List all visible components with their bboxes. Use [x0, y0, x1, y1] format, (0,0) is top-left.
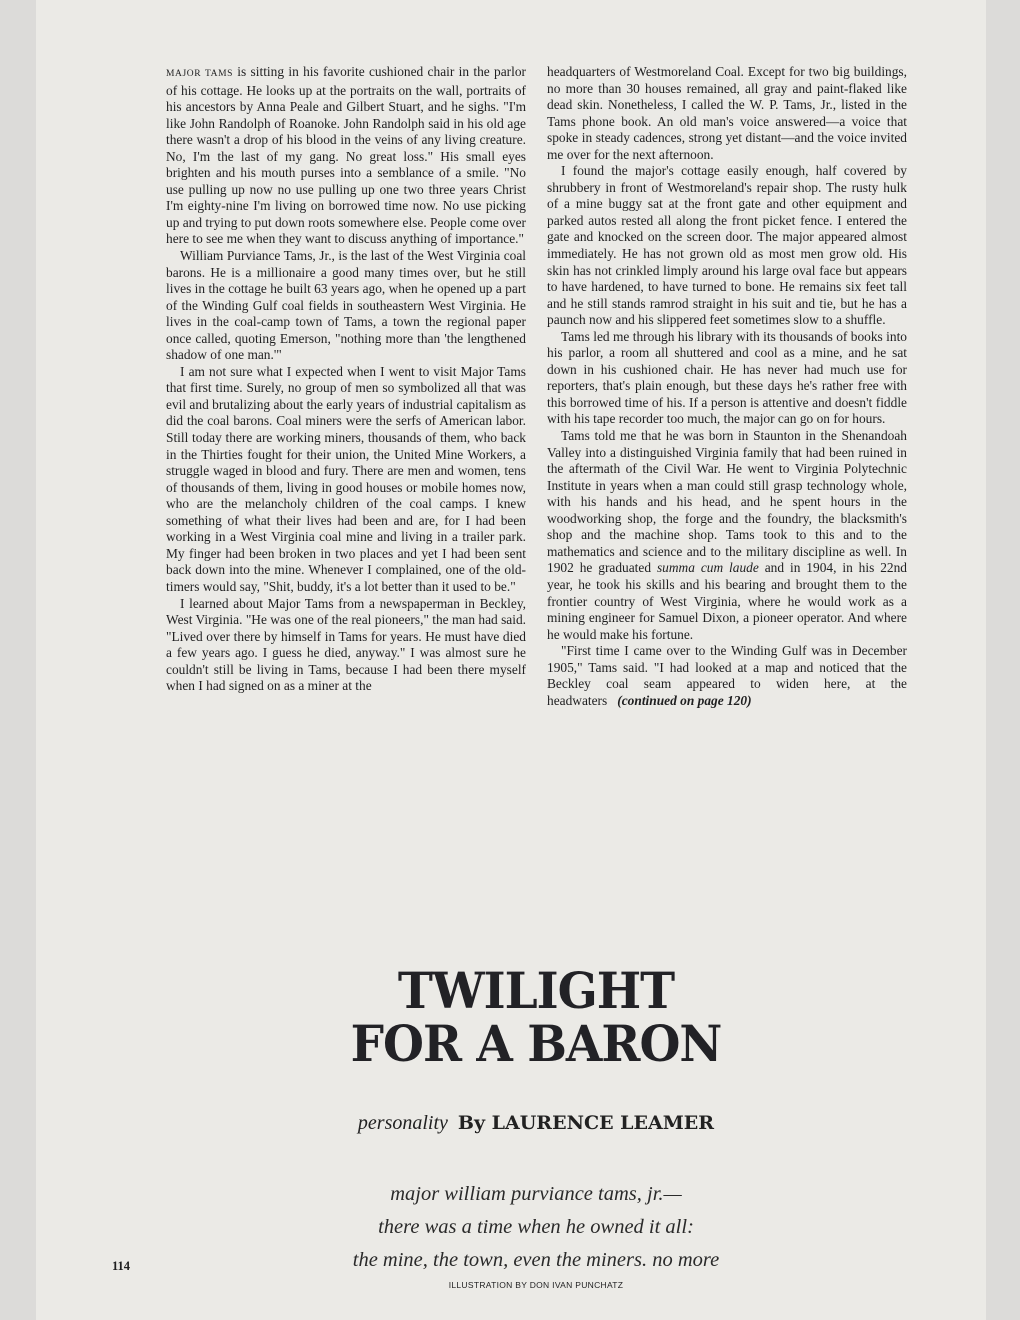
department-label: personality [357, 1112, 448, 1134]
continuation-note: (continued on page 120) [617, 692, 752, 708]
headline [0, 962, 1020, 1074]
illustration-credit: ILLUSTRATION BY DON IVAN PUNCHATZ [448, 1280, 624, 1290]
paragraph: headquarters of Westmoreland Coal. Except for two big buildings, no more than 30 houses remained, all gray and paint-flaked like dead skin. Nonetheless, I called the W. P. Tams, Jr., listed in the Tams phone book. An old man's voice answered—a voice that spoke in steady cadences, strong yet distant—and the voice invited me over for the next afternoon. [547, 64, 907, 162]
article-column-right [547, 64, 907, 709]
deck-line-3: the mine, the town, even the miners. no more [352, 1249, 720, 1271]
page-number: 114 [112, 1259, 131, 1273]
headline-line-2: FOR A BARON [350, 1015, 722, 1074]
paragraph [166, 64, 526, 248]
paragraph [547, 643, 907, 709]
paragraph-text: "First time I came over to the Winding Gulf was in December 1905," Tams said. "I had looked at a map and noticed that the Beckley coal seam appeared to widen here, at the headwaters [547, 643, 907, 708]
deck-line-1: major william purviance tams, jr.— [390, 1183, 682, 1205]
deck [0, 1178, 1020, 1277]
deck-line-2: there was a time when he owned it all: [378, 1216, 694, 1238]
paragraph-text: is sitting in his favorite cushioned chair in the parlor of his cottage. He looks up at the portraits on the wall, portraits of his ancestors by Anna Peale and Gilbert Stuart, and he sighs. "I'm like John Randolph of Roanoke. John Randolph said in his old age there wasn't a drop of his blood in the veins of any living creature. No, I'm the last of my gang. No great loss." His small eyes brighten and his mouth purses into a semblance of a smile. "No use pulling up now no use pulling up one two three years Christ I'm eighty-nine I'm living on borrowed time now. No use picking up and trying to put down roots somewhere else. People come over here to see me when they want to discuss anything of importance." [166, 64, 526, 247]
paragraph-text: and in 1904, in his 22nd year, he took his skills and his bearing and brought them to the frontier country of West Virginia, where he would work as a mining engineer for Samuel Dixon, a pioneer operator. And where he would make his fortune. [547, 560, 908, 642]
paragraph: I found the major's cottage easily enough, half covered by shrubbery in front of Westmoreland's repair shop. The rusty hulk of a mine buggy sat at the front gate and other equipment and parked autos rested all along the front picket fence. I entered the gate and knocked on the screen door. The major appeared almost immediately. He has not grown old as most men grow old. His skin has not crinkled limply around his large oval face but appears to have hardened, to have turned to bone. He remains six feet tall and he still stands ramrod straight in his suit and tie, but he has a paunch now and his slippered feet sometimes slow to a shuffle. [547, 163, 907, 328]
latin-phrase: summa cum laude [656, 560, 759, 576]
paragraph: William Purviance Tams, Jr., is the last of the West Virginia coal barons. He is a millionaire a good many times over, but he still lives in the cottage he built 63 years ago, when he opened up a part of the Winding Gulf coal fields in southeastern West Virginia. He lives in the coal-camp town of Tams, a town the regional paper once called, quoting Emerson, "nothing more than 'the lengthened shadow of one man.'" [166, 248, 526, 363]
paragraph: I am not sure what I expected when I went to visit Major Tams that first time. Surely, no group of men so symbolized all that was evil and brutalizing about the early years of industrial capitalism as did the coal barons. Coal miners were the serfs of American labor. Still today there are working miners, thousands of them, who back in the Thirties fought for their union, the United Mine Workers, a struggle waged in blood and fury. There are men and women, tens of thousands of them, living in good houses or mobile homes now, who are the melancholy children of the coal camps. I knew something of what their lives had been and are, for I had been working in a West Virginia coal mine and living in a trailer park. My finger had been broken in two places and yet I had been sent back down into the mine. Whenever I complained, one of the old-timers would say, "Shit, buddy, it's a lot better than it used to be." [166, 363, 526, 594]
lead-in: MAJOR TAMS [166, 69, 233, 79]
author-name: By LAURENCE LEAMER [457, 1112, 715, 1134]
article-column-left [166, 64, 526, 695]
paragraph [547, 428, 907, 643]
paragraph-text: Tams told me that he was born in Staunton in the Shenandoah Valley into a distinguished Virginia family that had been ruined in the aftermath of the Civil War. He went to Virginia Polytechnic Institute in years when a man could still grasp technology whole, with his hands and his head, and he spent hours in the woodworking shop, the forge and the foundry, the blacksmith's shop and the machine shop. Tams took to this and to the mathematics and science and to the military discipline as well. In 1902 he graduated [547, 428, 907, 576]
headline-line-1: TWILIGHT [397, 962, 675, 1021]
paragraph: Tams led me through his library with its thousands of books into his parlor, a room all shuttered and cool as a mine, and he sat down in his cushioned chair. He has never had much use for reporters, that's plain enough, but these days he's rather free with this borrowed time of his. If a person is attentive and doesn't fiddle with his tape recorder too much, the major can go on for hours. [547, 328, 907, 427]
paragraph: I learned about Major Tams from a newspaperman in Beckley, West Virginia. "He was one of the real pioneers," the man had said. "Lived over there by himself in Tams for years. He must have died a few years ago. I guess he died, anyway." I was almost sure he couldn't still be living in Tams, because I had been there myself when I had signed on as a miner at the [166, 595, 526, 694]
byline [0, 1112, 1020, 1135]
